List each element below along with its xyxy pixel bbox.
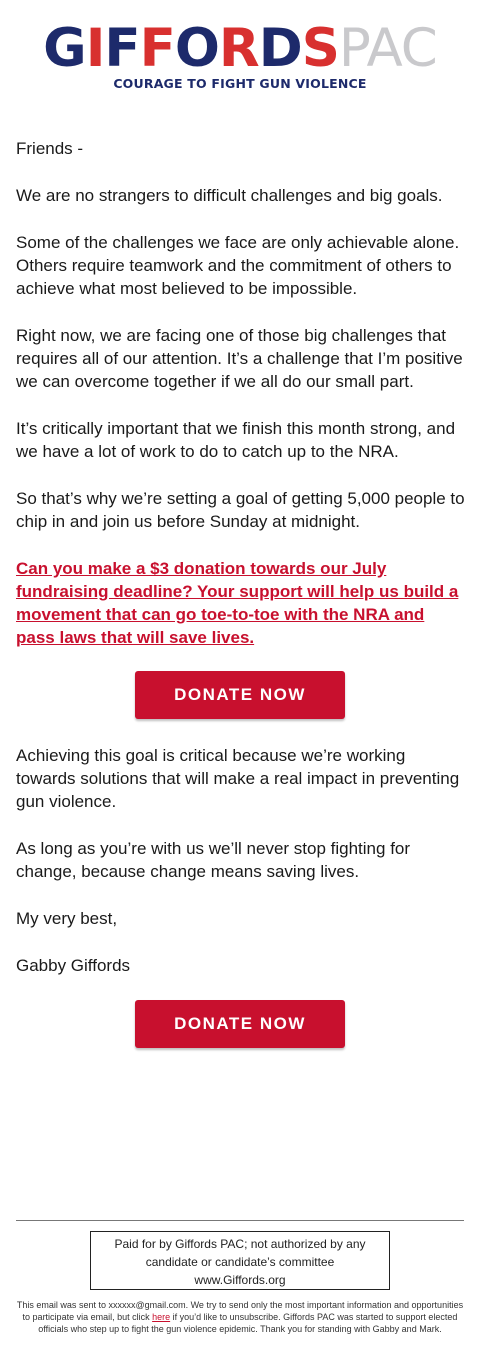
greeting: Friends - — [16, 139, 84, 158]
disclaimer-line-1: Paid for by Giffords PAC; not authorized by any — [114, 1237, 366, 1251]
paragraph-2: Some of the challenges we face are only achievable alone. Others require teamwork and the commitment of others to achieve what most believed to be impossible. — [16, 233, 460, 298]
email-footer — [14, 1299, 466, 1335]
donate-now-button-bottom[interactable]: DONATE NOW — [135, 1000, 345, 1048]
paragraph-6: Achieving this goal is critical because we’re working towards solutions that will make a real impact in preventing gun violence. — [16, 746, 460, 811]
paragraph-7: As long as you’re with us we’ll never stop fighting for change, because change means saving lives. — [16, 839, 411, 881]
donate-button-bottom-wrap — [0, 1000, 480, 1048]
footer-text-start: This email was sent to xxxxxx@gmail.com. We try to send only the most important information and opportunities to participate via email, but click — [16, 1300, 464, 1322]
email-body-continued — [16, 744, 466, 1001]
disclaimer-line-3: www.Giffords.org — [194, 1273, 286, 1287]
signature: Gabby Giffords — [16, 956, 131, 975]
disclaimer-line-2: candidate or candidate’s committee — [145, 1255, 335, 1269]
email-body — [16, 137, 466, 673]
donate-button-top-wrap — [0, 671, 480, 719]
paragraph-4: It’s critically important that we finish this month strong, and we have a lot of work to do to catch up to the NRA. — [16, 419, 456, 461]
giffords-pac-logo[interactable] — [0, 18, 480, 91]
paragraph-1: We are no strangers to difficult challenges and big goals. — [16, 186, 443, 205]
logo-letter-i: I — [85, 18, 105, 79]
logo-letter-g: G — [43, 18, 86, 79]
footer-text-end: if you’d like to unsubscribe. Giffords PAC was started to support elected officials who step up to fight the gun violence epidemic. Thank you for standing with Gabby and Mark. — [38, 1312, 458, 1334]
paid-for-disclaimer — [90, 1231, 390, 1290]
logo-letter-s: S — [301, 18, 339, 79]
footer-divider — [16, 1220, 464, 1221]
unsubscribe-link[interactable]: here — [152, 1312, 171, 1322]
logo-wordmark — [0, 18, 480, 79]
logo-letter-o: O — [174, 18, 219, 79]
donation-ask-link[interactable]: Can you make a $3 donation towards our July fundraising deadline? Your support will help us build a movement that can go toe-to-toe with the NRA and pass laws that will save lives. — [16, 559, 459, 647]
donate-now-button-top[interactable]: DONATE NOW — [135, 671, 345, 719]
paragraph-5: So that’s why we’re setting a goal of getting 5,000 people to chip in and join us before Sunday at midnight. — [16, 489, 465, 531]
signoff: My very best, — [16, 909, 118, 928]
logo-letter-f1: F — [104, 18, 140, 79]
logo-letter-r: R — [218, 18, 259, 79]
logo-pac: PAC — [338, 18, 437, 79]
paragraph-3: Right now, we are facing one of those big challenges that requires all of our attention. It’s a challenge that I’m positive we can overcome together if we all do our small part. — [16, 326, 463, 391]
logo-letter-d: D — [258, 18, 302, 79]
logo-tagline: COURAGE TO FIGHT GUN VIOLENCE — [113, 76, 367, 91]
ask-paragraph — [16, 557, 466, 649]
logo-letter-f2: F — [139, 18, 175, 79]
